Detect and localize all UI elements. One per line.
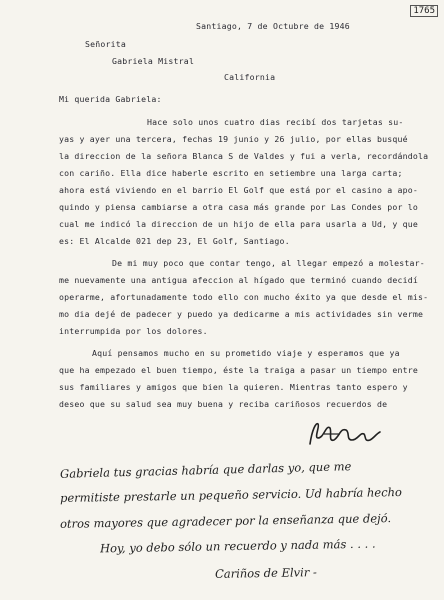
letter-line: De mi muy poco que contar tengo, al llegar empezó a molestar-: [112, 258, 425, 268]
letter-line: es: El Alcalde 021 dep 23, El Golf, Santiago.: [59, 236, 290, 246]
signature: [304, 416, 384, 450]
date-line: Santiago, 7 de Octubre de 1946: [196, 21, 350, 31]
letter-line: la direccion de la señora Blanca S de Valdes y fui a verla, recordándola: [59, 151, 429, 161]
handwritten-line: Hoy, yo debo sólo un recuerdo y nada más . . . .: [99, 536, 376, 556]
letter-line: yas y ayer una tercera, fechas 19 junio y 26 julio, por ellas busqué: [59, 134, 408, 144]
letter-line: deseo que su salud sea muy buena y reciba cariñosos recuerdos de: [59, 399, 388, 409]
letter-line: Aquí pensamos mucho en su prometido viaje y esperamos que ya: [92, 348, 400, 358]
letter-line: operarme, afortunadamente todo ello con mucho éxito ya que desde el mis-: [59, 292, 429, 302]
salutation: Mi querida Gabriela:: [59, 94, 162, 104]
handwritten-line: Gabriela tus gracias habría que darlas yo, que me: [59, 459, 352, 481]
letter-line: cual me indicó la direccion de un hijo de ella para usarla a Ud, y que: [59, 219, 419, 229]
letter-line: Hace solo unos cuatro dias recibí dos tarjetas su-: [147, 117, 404, 127]
addressee-title: Señorita: [85, 39, 127, 49]
handwritten-signoff: Cariños de Elvir -: [214, 565, 317, 581]
handwritten-line: otros mayores que agradecer por la enseñanza que dejó.: [59, 511, 392, 531]
addressee-name: Gabriela Mistral: [112, 56, 195, 66]
addressee-place: California: [224, 72, 276, 82]
folio-number: 1765: [410, 5, 438, 17]
letter-line: ahora está viviendo en el barrio El Golf que está por el casino a apo-: [59, 185, 419, 195]
letter-line: me nuevamente una antigua afeccion al hígado que terminó cuando decidí: [59, 275, 419, 285]
letter-line: quindo y piensa cambiarse a otra casa más grande por Las Condes por lo: [59, 202, 419, 212]
letter-line: interrumpida por los dolores.: [59, 326, 208, 336]
letter-line: con cariño. Ella dice haberle escrito en setiembre una larga carta;: [59, 168, 403, 178]
letter-line: mo dia dejé de padecer y puedo ya dedicarme a mis actividades sin verme: [59, 309, 424, 319]
letter-line: que ha empezado el buen tiempo, éste la traiga a pasar un tiempo entre: [59, 365, 419, 375]
letter-line: sus familiares y amigos que bien la quieren. Mientras tanto espero y: [59, 382, 408, 392]
handwritten-line: permitiste prestarle un pequeño servicio. Ud habría hecho: [59, 485, 403, 505]
